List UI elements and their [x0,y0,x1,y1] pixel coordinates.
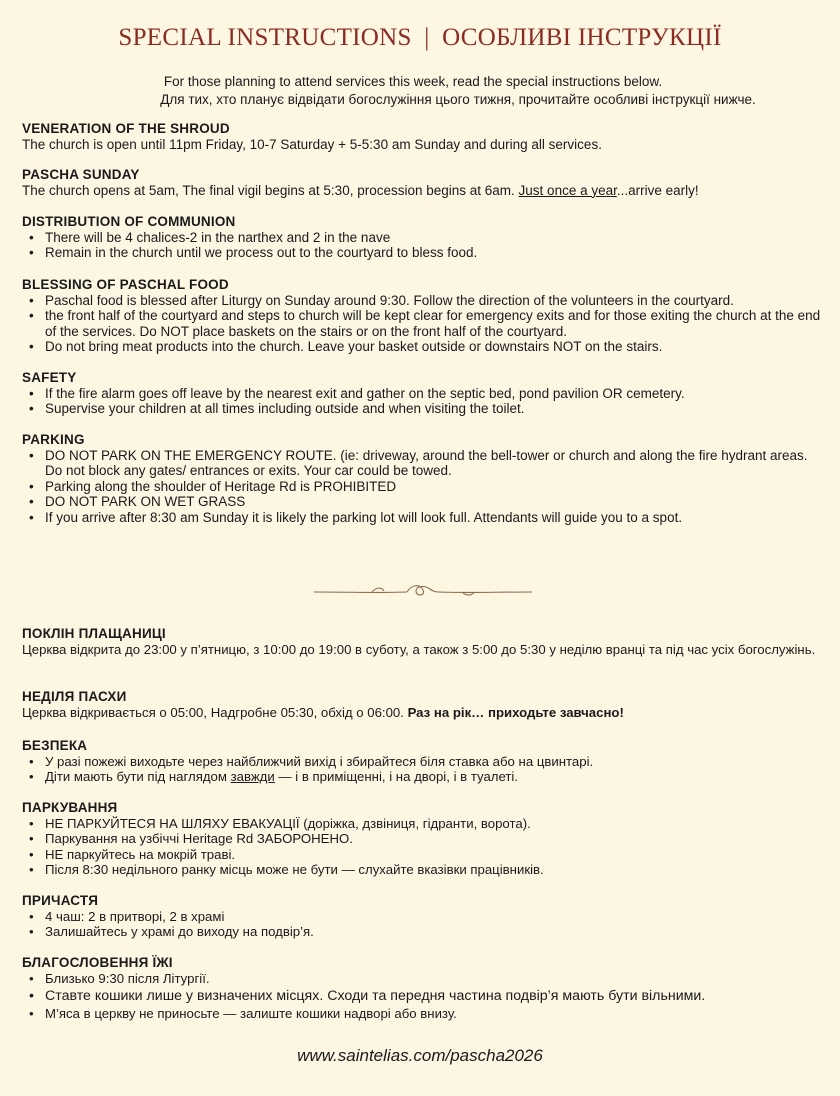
intro-en: For those planning to attend services this week, read the special instructions below. [163,74,663,89]
list-item: • Близько 9:30 після Літургії. [45,971,822,987]
list-item: • М’яса в церкву не приносьте — залиште кошики надворі або внизу. [45,1006,822,1022]
bullet-list [22,971,822,1022]
list-item: • Parking along the shoulder of Heritage Rd is PROHIBITED [45,479,822,495]
section-heading: ПАРКУВАННЯ [22,800,118,815]
bullet-list [22,230,822,261]
section-heading: SAFETY [22,370,77,385]
list-item: • Remain in the church until we process out to the courtyard to bless food. [45,245,822,261]
bullet-list [22,448,822,526]
section-en-pascha [22,167,822,198]
section-ua-food [22,955,822,1022]
list-item: • DO NOT PARK ON WET GRASS [45,494,822,510]
section-en-food [22,277,822,355]
list-item: • the front half of the courtyard and steps to church will be kept clear for emergency exits and for those exiting the church at the end of the services. Do NOT place baskets on the stairs or on the front half of the courtyard. [45,308,822,339]
list-item: • DO NOT PARK ON THE EMERGENCY ROUTE. (ie: driveway, around the bell-tower or church and along the fire hydrant areas. Do not block any gates/ entrances or exits. Your car could be towed. [45,448,822,479]
pascha-text-a: Церква відкривається о 05:00, Надгробне 05:30, обхід о 06:00. [22,704,408,720]
bullet-list [22,293,822,355]
intro-ua: Для тих, хто планує відвідати богослужіння цього тижня, прочитайте особливі інструкції нижче. [160,92,756,107]
section-heading: VENERATION OF THE SHROUD [22,121,230,136]
section-heading: PASCHA SUNDAY [22,167,140,182]
section-text: Церква відкрита до 23:00 у п’ятницю, з 10:00 до 19:00 в суботу, а також з 5:00 до 5:30 у неділю вранці та під час усіх богослужінь. [22,641,816,657]
flourish-divider [312,580,534,602]
section-heading: BLESSING OF PASCHAL FOOD [22,277,229,292]
section-text [22,705,822,721]
bullet-list [22,386,822,417]
list-item: • У разі пожежі виходьте через найближчий вихід і збирайтеся біля ставка або на цвинтарі. [45,754,822,770]
list-item: • There will be 4 chalices-2 in the narthex and 2 in the nave [45,230,822,246]
list-item: • Paschal food is blessed after Liturgy on Sunday around 9:30. Follow the direction of the volunteers in the courtyard. [45,293,822,309]
section-heading: ПРИЧАСТЯ [22,893,99,908]
page-title [0,24,840,52]
section-en-communion [22,214,822,261]
section-ua-communion [22,893,822,940]
section-ua-pascha [22,689,822,720]
section-heading: БЛАГОСЛОВЕННЯ ЇЖІ [22,955,173,970]
list-item: • Паркування на узбіччі Heritage Rd ЗАБОРОНЕНО. [45,831,822,847]
section-heading: НЕДІЛЯ ПАСХИ [22,689,127,704]
footer-url[interactable]: www.saintelias.com/pascha2026 [297,1046,543,1065]
list-item: • If the fire alarm goes off leave by the nearest exit and gather on the septic bed, pond pavilion OR cemetery. [45,386,822,402]
title-ua: ОСОБЛИВІ ІНСТРУКЦІЇ [442,24,722,51]
pascha-text-a: The church opens at 5am, The final vigil begins at 5:30, procession begins at 6am. [22,182,519,198]
list-item: • НЕ ПАРКУЙТЕСЯ НА ШЛЯХУ ЕВАКУАЦІЇ (доріжка, дзвіниця, гідранти, ворота). [45,816,822,832]
list-item [45,769,822,785]
section-ua-shroud [22,626,822,657]
section-en-safety [22,370,822,417]
list-item: • НЕ паркуйтесь на мокрій траві. [45,847,822,863]
section-heading: DISTRIBUTION OF COMMUNION [22,214,236,229]
section-en-shroud [22,121,822,152]
pascha-text-underlined: Just once a year [518,182,617,198]
list-item: • Ставте кошики лише у визначених місцях. Сходи та передня частина подвір’я мають бути вільними. [45,986,822,1006]
pascha-text-b: ...arrive early! [616,182,699,198]
title-separator: | [424,24,430,51]
section-en-parking [22,432,822,526]
section-ua-safety [22,738,822,785]
section-heading: БЕЗПЕКА [22,738,88,753]
section-heading: ПОКЛІН ПЛАЩАНИЦІ [22,626,166,641]
bullet-list [22,816,822,878]
list-item: • Do not bring meat products into the church. Leave your basket outside or downstairs NOT on the stairs. [45,339,822,355]
item-text-underlined: завжди [230,769,275,785]
section-ua-parking [22,800,822,878]
list-item: • Після 8:30 недільного ранку місць може не бути — слухайте вказівки працівників. [45,862,822,878]
list-item: • If you arrive after 8:30 am Sunday it is likely the parking lot will look full. Attendants will guide you to a spot. [45,510,822,526]
list-item: • Supervise your children at all times including outside and when visiting the toilet. [45,401,822,417]
item-text-a: Діти мають бути під наглядом [45,769,231,785]
list-item: • Залишайтесь у храмі до виходу на подвір’я. [45,924,822,940]
pascha-text-bold: Раз на рік… приходьте завчасно! [407,704,624,720]
list-item: • 4 чаш: 2 в притворі, 2 в храмі [45,909,822,925]
section-text: The church is open until 11pm Friday, 10-7 Saturday + 5-5:30 am Sunday and during all services. [22,136,602,152]
bullet-list [22,909,822,940]
item-text-b: — і в приміщенні, і на дворі, і в туалеті. [274,769,519,785]
section-text [22,183,822,199]
section-heading: PARKING [22,432,85,447]
title-en: SPECIAL INSTRUCTIONS [118,24,412,51]
bullet-list [22,754,822,785]
